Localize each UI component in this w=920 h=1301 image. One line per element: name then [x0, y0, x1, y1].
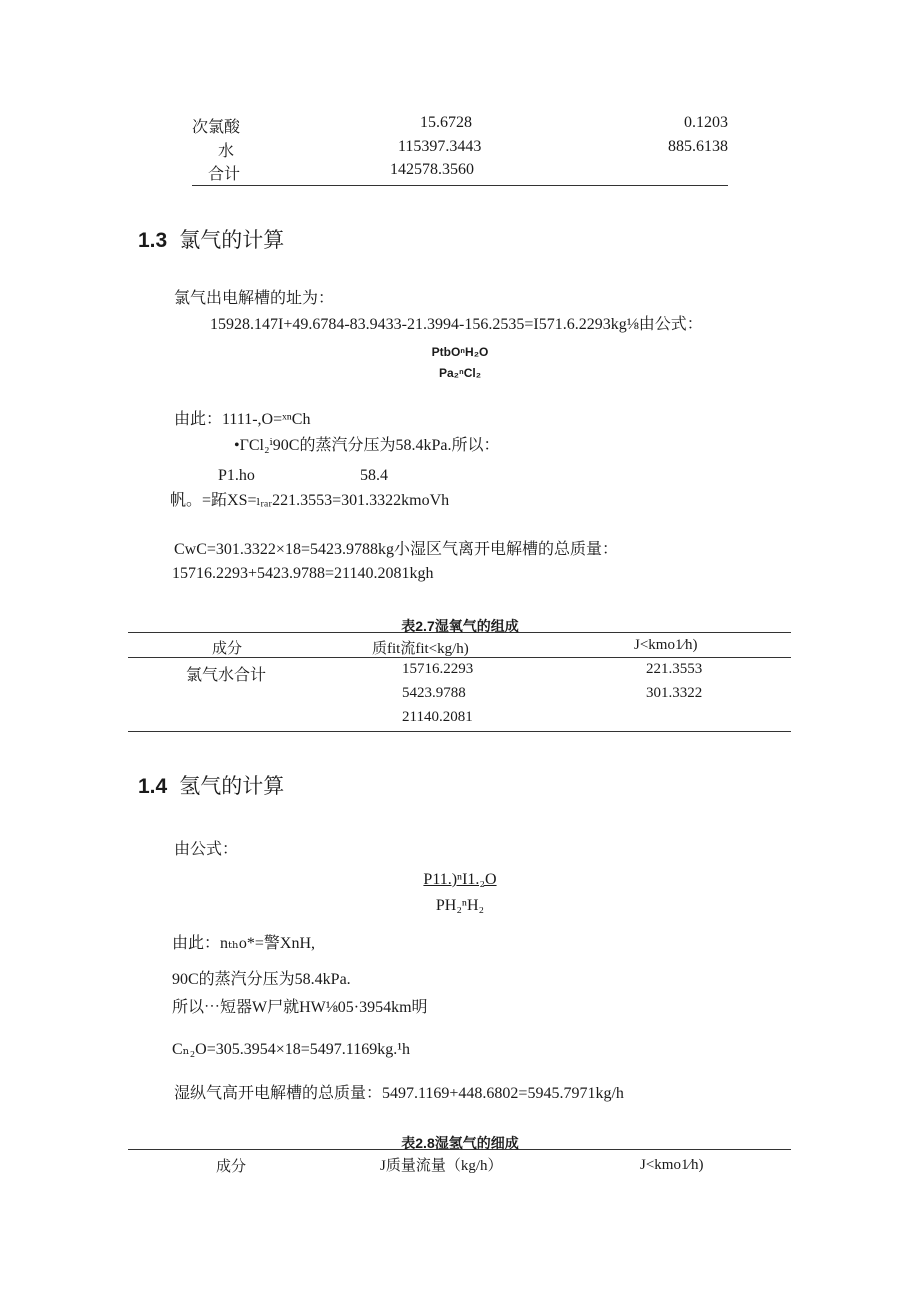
table-2-7-header-rule [128, 657, 791, 658]
section-1-4-heading [138, 770, 284, 800]
top-row-1-mass: 15.6728 [420, 114, 472, 131]
s13-paragraph-7: CwC=301.3322×18=5423.9788kg小湿区气离开电解槽的总质量： [174, 541, 618, 558]
table-2-7-header-component: 成分 [212, 641, 243, 657]
top-row-2-name: 水 [218, 143, 235, 160]
s13-formula-denominator: Pa₂ⁿCl₂ [438, 366, 482, 380]
top-row-2-mol: 885.6138 [668, 138, 728, 155]
s14-paragraph-2: 由此：nₜₕo*=警XnH, [172, 935, 316, 952]
s13-paragraph-2: 15928.147I+49.6784-83.9433-21.3994-156.2535=I571.6.2293kg⅛由公式： [210, 316, 703, 333]
table-2-7-mass-2: 5423.9788 [402, 685, 466, 701]
section-1-3-number: 1.3 [138, 229, 168, 252]
section-1-4-title: 氢气的计算 [179, 775, 285, 798]
s13-formula-numerator: PtbOⁿH₂O [431, 345, 489, 359]
table-2-7-caption: 表2.7湿氧气的组成 [401, 618, 519, 634]
s14-formula-numerator: P11.)ⁿI1.₂O [423, 871, 497, 888]
section-1-3-heading [138, 224, 284, 254]
table-2-7-mass-1: 15716.2293 [402, 661, 474, 677]
top-row-1-name: 次氯酸 [192, 119, 241, 136]
table-2-7-top-rule [128, 632, 791, 633]
s13-paragraph-8: 15716.2293+5423.9788=21140.2081kgh [172, 565, 434, 582]
top-row-3-mass: 142578.3560 [390, 161, 474, 178]
s13-paragraph-5b: 58.4 [360, 467, 388, 484]
table-2-8-header-mol: J<kmo1∕h) [640, 1157, 704, 1173]
table-2-7-header-mass: 质fit流fit<kg/h) [372, 641, 469, 657]
section-1-4-number: 1.4 [138, 775, 168, 798]
top-row-3-name: 合计 [208, 166, 241, 183]
table-2-7-bottom-rule [128, 731, 791, 732]
table-2-8-header-component: 成分 [216, 1159, 247, 1175]
table-2-7-mol-2: 301.3322 [646, 685, 703, 701]
s14-paragraph-3: 90C的蒸汽分压为58.4kPa. [172, 971, 351, 988]
table-2-7-mass-3: 21140.2081 [402, 709, 473, 725]
table-2-8-header-mass: J质量流量（kg/h） [380, 1158, 503, 1174]
s14-paragraph-5: Cₙ₂O=305.3954×18=5497.1169kg.¹h [172, 1041, 410, 1058]
table-2-8-caption: 表2.8湿氢气的细成 [401, 1135, 519, 1151]
s14-paragraph-6: 湿纵气高开电解槽的总质量：5497.1169+448.6802=5945.7971kg/h [174, 1085, 624, 1102]
table-2-8-top-rule [128, 1149, 791, 1150]
top-row-2-mass: 115397.3443 [398, 138, 482, 155]
section-1-3-title: 氯气的计算 [179, 229, 285, 252]
table-2-7-mol-1: 221.3553 [646, 661, 703, 677]
s13-paragraph-3: 由此：1111-,O=ˣⁿCh [174, 411, 311, 428]
s13-paragraph-4: •ΓCl₂ⁱ90C的蒸汽分压为58.4kPa.所以： [234, 437, 500, 454]
s13-paragraph-6: 帆。=跖XS=ₗᵣₐᵣ221.3553=301.3322kmoVh [170, 492, 450, 509]
s13-paragraph-5a: P1.ho [218, 467, 255, 484]
table-2-7-component-names: 氯气水合计 [186, 667, 267, 684]
top-row-1-mol: 0.1203 [684, 114, 728, 131]
s14-formula-denominator: PH₂ⁿH₂ [435, 897, 485, 914]
top-table-bottom-rule [192, 185, 728, 186]
s14-paragraph-4: 所以⋯短器W尸就HW⅛05·3954km明 [172, 999, 428, 1016]
s13-paragraph-1: 氯气出电解槽的址为： [174, 290, 335, 307]
table-2-7-header-mol: J<kmo1∕h) [634, 637, 698, 653]
s14-paragraph-1: 由公式： [174, 841, 239, 858]
